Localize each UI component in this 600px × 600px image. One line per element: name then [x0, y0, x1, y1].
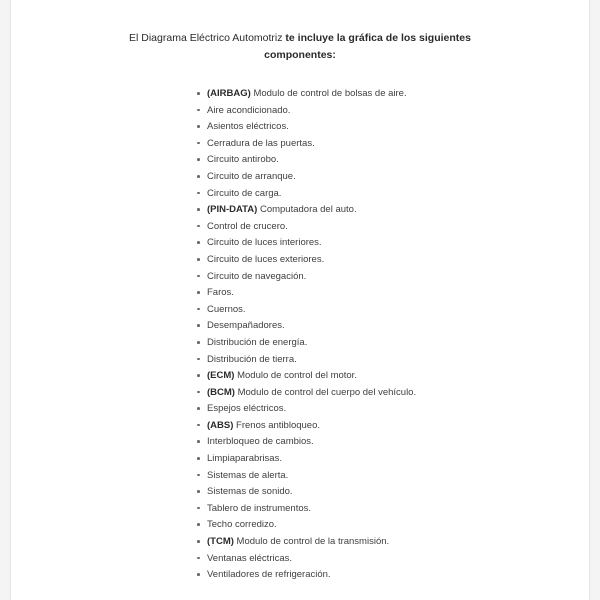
page-title-lead: El Diagrama Eléctrico Automotriz [129, 32, 286, 44]
list-item [11, 368, 589, 385]
list-item-label: Asientos eléctricos. [207, 121, 289, 133]
list-item-label: Distribución de tierra. [207, 353, 297, 365]
list-item [11, 202, 589, 219]
list-item [11, 434, 589, 451]
list-item-tag: (AIRBAG) [207, 88, 251, 99]
bullet-icon [197, 258, 200, 261]
list-item-label: Modulo de control del motor. [234, 370, 357, 382]
bullet-icon [197, 92, 200, 95]
page-right-margin [590, 0, 600, 600]
list-item-tag: (ABS) [207, 419, 234, 431]
list-item-label: Aire acondicionado. [207, 104, 291, 116]
list-item [11, 119, 589, 136]
bullet-icon [197, 557, 200, 560]
list-item-label: Modulo de control del cuerpo del vehículo. [234, 386, 417, 398]
list-item [11, 136, 589, 153]
bullet-icon [197, 407, 200, 410]
bullet-icon [197, 573, 200, 576]
list-item-label: Circuito de carga. [207, 187, 282, 199]
list-item [11, 517, 589, 534]
list-item-label: Computadora del auto. [257, 204, 357, 216]
bullet-icon [197, 391, 200, 394]
list-item [11, 335, 589, 352]
list-item [11, 352, 589, 369]
list-item [11, 484, 589, 501]
bullet-icon [197, 374, 200, 377]
list-item-label: Control de crucero. [207, 220, 288, 232]
list-item-label: Circuito de navegación. [207, 270, 307, 282]
list-item [11, 152, 589, 169]
list-item [11, 385, 589, 402]
list-item [11, 235, 589, 252]
bullet-icon [197, 109, 200, 112]
bullet-icon [197, 324, 200, 327]
bullet-icon [197, 507, 200, 510]
list-item-label: Interbloqueo de cambios. [207, 436, 314, 448]
list-item-label: Ventanas eléctricas. [207, 552, 293, 564]
list-item [11, 418, 589, 435]
list-item-label: Frenos antibloqueo. [233, 419, 321, 431]
bullet-icon [197, 208, 200, 211]
bullet-icon [197, 523, 200, 526]
bullet-icon [197, 241, 200, 244]
list-item-label: Desempañadores. [207, 320, 285, 332]
list-item-label: Limpiaparabrisas. [207, 453, 282, 465]
list-item-label: Distribución de energía. [207, 336, 308, 348]
bullet-icon [197, 125, 200, 128]
list-item-tag: (BCM) [207, 386, 235, 398]
bullet-icon [197, 358, 200, 361]
bullet-icon [197, 540, 200, 543]
list-item [11, 401, 589, 418]
list-item-label: Circuito antirobo. [207, 154, 279, 166]
list-item-label: Sistemas de alerta. [207, 469, 289, 481]
list-item [11, 219, 589, 236]
list-item [11, 318, 589, 335]
bullet-icon [197, 457, 200, 460]
bullet-icon [197, 308, 200, 311]
list-item [11, 285, 589, 302]
bullet-icon [197, 341, 200, 344]
bullet-icon [197, 424, 200, 427]
list-item [11, 169, 589, 186]
list-item [11, 451, 589, 468]
list-item-label: Tablero de instrumentos. [207, 502, 312, 514]
list-item-label: Circuito de luces exteriores. [207, 253, 325, 265]
page-left-margin [0, 0, 10, 600]
list-item-tag: (TCM) [207, 536, 234, 548]
list-item [11, 534, 589, 551]
list-item-label: Ventiladores de refrigeración. [207, 569, 331, 581]
bullet-icon [197, 142, 200, 145]
page-title [104, 30, 496, 64]
list-item [11, 468, 589, 485]
list-item-label: Modulo de control de la transmisión. [233, 536, 390, 548]
list-item [11, 186, 589, 203]
page-right-rule [589, 0, 590, 600]
list-item [11, 551, 589, 568]
list-item-label: Cuernos. [207, 303, 246, 315]
bullet-icon [197, 490, 200, 493]
list-item [11, 567, 589, 584]
list-item [11, 302, 589, 319]
bullet-icon [197, 291, 200, 294]
list-item [11, 103, 589, 120]
bullet-icon [197, 225, 200, 228]
list-item-label: Circuito de luces interiores. [207, 237, 322, 249]
list-item [11, 501, 589, 518]
bullet-icon [197, 440, 200, 443]
list-item-label: Cerradura de las puertas. [207, 137, 315, 149]
list-item [11, 252, 589, 269]
list-item-label: Techo corredizo. [207, 519, 277, 531]
document-content [11, 0, 589, 600]
list-item-label: Espejos eléctricos. [207, 403, 287, 415]
list-item-tag: (PIN-DATA) [207, 204, 258, 216]
bullet-icon [197, 474, 200, 477]
bullet-icon [197, 158, 200, 161]
list-item-label: Faros. [207, 287, 234, 299]
list-item [11, 269, 589, 286]
bullet-icon [197, 275, 200, 278]
list-item-tag: (ECM) [207, 370, 235, 382]
bullet-icon [197, 175, 200, 178]
bullet-icon [197, 192, 200, 195]
list-item-label: Sistemas de sonido. [207, 486, 293, 498]
list-item-label: Modulo de control de bolsas de aire. [250, 88, 407, 99]
list-item-label: Circuito de arranque. [207, 170, 296, 182]
list-item [11, 86, 589, 103]
component-list [11, 86, 589, 584]
page-title-emphasis: te incluye la gráfica de los siguientes componentes: [264, 32, 471, 61]
